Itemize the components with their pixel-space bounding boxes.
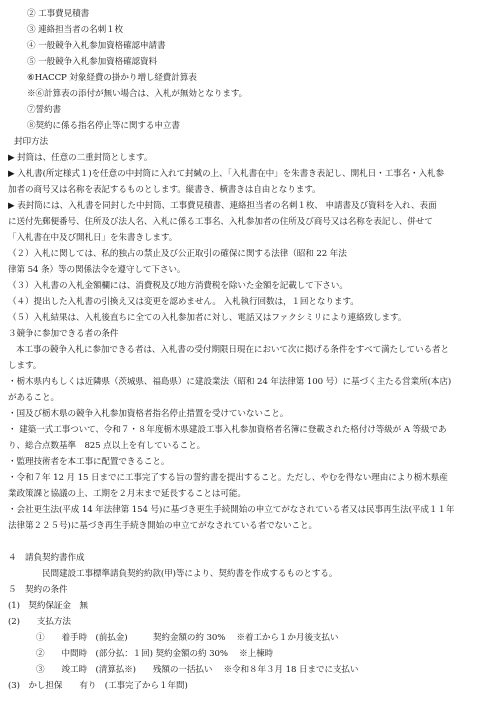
note-2-line-2: 律第 54 条）等の関係法令を遵守して下さい。 [8, 265, 186, 275]
section-3-intro-line-1: 本工事の競争入札に参加できる者は、入札書の受付期限日現在において次に掲げる条件をすべて満たしている者と [16, 345, 450, 355]
submission-item-3: ③ 連絡担当者の名刺１枚 [27, 25, 124, 35]
submission-item-4: ④ 一般競争入札参加資格確認申請書 [27, 41, 166, 51]
note-3: （３）入札書の入札金額欄には、消費税及び地方消費税を除いた金額を記載して下さい。 [8, 281, 348, 291]
payment-item-3: ③ 竣工時 (清算払※) 残額の一括払い ※令和８年３月 18 日までに支払い [36, 665, 359, 675]
condition-6-line-2: 法律第２２５号)に基づき再生手続き開始の申立てがなされている者でないこと。 [8, 521, 318, 531]
condition-5-line-1: ・令和７年 12 月 15 日までに工事完了する旨の誓約書を提出すること。ただし、やむを得ない理由により栃木県産 [8, 473, 448, 483]
sealing-paragraph-3-line-2: に送付先郵便番号、住所及び法人名、入札に係る工事名、入札参加者の住所及び商号又は名称を表記し、併せて [8, 217, 433, 227]
condition-2: ・国及び栃木県の競争入札参加資格者指名停止措置を受けていないこと。 [8, 409, 289, 419]
condition-1-line-2: があること。 [8, 393, 59, 403]
condition-3-line-1: ・ 建築一式工事ついて、令和７・８年度栃木県建設工事入札参加資格者名簿に登載された格付け等級が A 等級であ [8, 425, 447, 435]
note-4: （４）提出した入札書の引換え又は変更を認めません。 入札執行回数は，１回となります。 [8, 297, 359, 307]
contract-condition-2: (2) 支払方法 [8, 617, 71, 627]
section-3-intro-line-2: します。 [8, 361, 42, 371]
contract-condition-1: (1) 契約保証金 無 [8, 601, 88, 611]
submission-item-6: ⑥HACCP 対象経費の掛かり増し経費計算表 [27, 73, 197, 83]
section-4-body: 民間建設工事標準請負契約約款(甲)等により、契約書を作成するものとする。 [42, 569, 338, 579]
submission-item-6-note: ※⑥計算表の添付が無い場合は、入札が無効となります。 [27, 89, 248, 99]
note-5: （５）入札結果は、入札後直ちに全ての入札参加者に対し、電話又はファクシミリにより連絡致します。 [8, 313, 407, 323]
payment-item-1: ① 着手時 (前払金) 契約金額の約 30% ※着工から１か月後支払い [36, 633, 339, 643]
sealing-paragraph-2-line-1: ▶ 入札書(所定様式１)を任意の中封筒に入れて封緘の上、「入札書在中」を朱書き表記し、開札日・工事名・入札参 [8, 169, 445, 179]
sealing-paragraph-3-line-1: ▶ 表封筒には、入札書を同封した中封筒、工事費見積書、連絡担当者の名刺１枚、 申請書及び資料を入れ、表面 [8, 201, 437, 211]
section-5-heading: ５ 契約の条件 [8, 585, 68, 595]
sealing-paragraph-2-line-2: 加者の商号又は名称を表記するものとします。縦書き、横書きは自由となります。 [8, 185, 321, 195]
submission-item-2: ② 工事費見積書 [27, 9, 90, 19]
condition-5-line-2: 業政策課と協議の上、工期を２月末まで延長することは可能。 [8, 489, 246, 499]
submission-item-7: ⑦誓約書 [27, 105, 61, 115]
condition-3-line-2: り、総合点数基準 825 点以上を有していること。 [8, 441, 206, 451]
submission-item-8: ⑧契約に係る指名停止等に関する申立書 [27, 121, 180, 131]
section-3-heading: ３競争に参加できる者の条件 [8, 329, 119, 339]
condition-1-line-1: ・栃木県内もしくは近隣県（茨城県、福島県）に建設業法（昭和 24 年法律第 100 号）に基づく主たる営業所(本店) [8, 377, 452, 387]
sealing-paragraph-3-line-3: 「入札書在中及び開札日」を朱書きします。 [8, 233, 178, 243]
sealing-paragraph-1: ▶ 封筒は、任意の二重封筒とします。 [8, 153, 153, 163]
sealing-heading: 封印方法 [14, 137, 48, 147]
submission-item-5: ⑤ 一般競争入札参加資格確認資料 [27, 57, 158, 67]
condition-4: ・監理技術者を本工事に配置できること。 [8, 457, 170, 467]
contract-condition-3: (3) かし担保 有り (工事完了から１年間) [8, 681, 188, 691]
note-2-line-1: （２）入札に関しては、私的独占の禁止及び公正取引の確保に関する法律（昭和 22 年法 [8, 249, 347, 259]
condition-6-line-1: ・会社更生法(平成 14 年法律第 154 号)に基づき更生手続開始の申立てがなされている者又は民事再生法(平成１１年 [8, 505, 455, 515]
section-4-heading: ４ 請負契約書作成 [8, 553, 85, 563]
payment-item-2: ② 中間時 (部分払：１回) 契約金額の約 30% ※上棟時 [36, 649, 274, 659]
